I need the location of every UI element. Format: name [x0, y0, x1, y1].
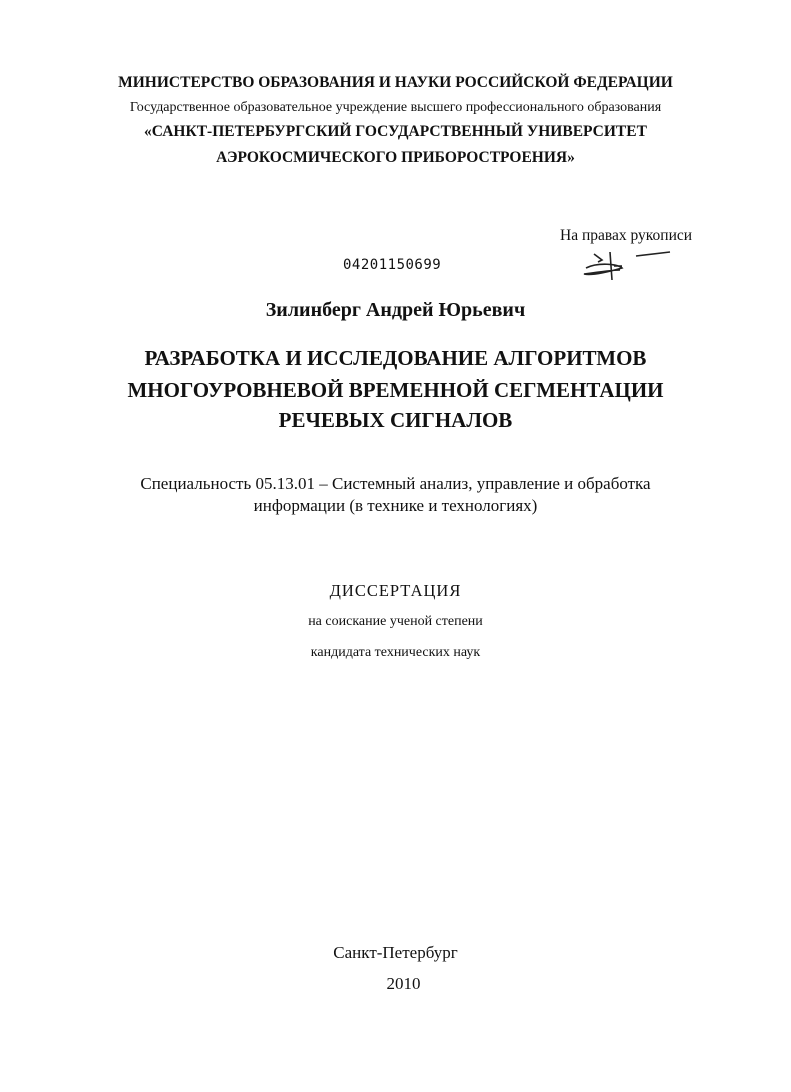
thesis-title-line-2: МНОГОУРОВНЕВОЙ ВРЕМЕННОЙ СЕГМЕНТАЦИИ: [127, 378, 664, 402]
signature-icon: [578, 246, 678, 286]
ministry: МИНИСТЕРСТВО ОБРАЗОВАНИЯ И НАУКИ РОССИЙСКОЙ ФЕДЕРАЦИИ: [118, 74, 673, 91]
degree-line-1: на соискание ученой степени: [308, 614, 483, 629]
thesis-title-line-3: РЕЧЕВЫХ СИГНАЛОВ: [278, 408, 513, 432]
specialty-line-2: информации (в технике и технологиях): [253, 496, 538, 515]
document-type: ДИССЕРТАЦИЯ: [329, 581, 462, 600]
degree-line-2: кандидата технических наук: [310, 645, 481, 660]
city: Санкт-Петербург: [333, 943, 458, 962]
catalog-number: 04201150699: [343, 257, 442, 273]
thesis-title-line-1: РАЗРАБОТКА И ИССЛЕДОВАНИЕ АЛГОРИТМОВ: [144, 346, 647, 370]
university-line-1: «САНКТ-ПЕТЕРБУРГСКИЙ ГОСУДАРСТВЕННЫЙ УНИВЕРСИТЕТ: [144, 123, 647, 140]
institution-type: Государственное образовательное учреждение высшего профессионального образования: [129, 100, 662, 115]
year: 2010: [386, 974, 421, 993]
author-name: Зилинберг Андрей Юрьевич: [265, 299, 526, 321]
manuscript-note: На правах рукописи: [560, 227, 693, 244]
university-line-2: АЭРОКОСМИЧЕСКОГО ПРИБОРОСТРОЕНИЯ»: [216, 149, 575, 166]
specialty-line-1: Специальность 05.13.01 – Системный анализ, управление и обработка: [140, 474, 651, 493]
